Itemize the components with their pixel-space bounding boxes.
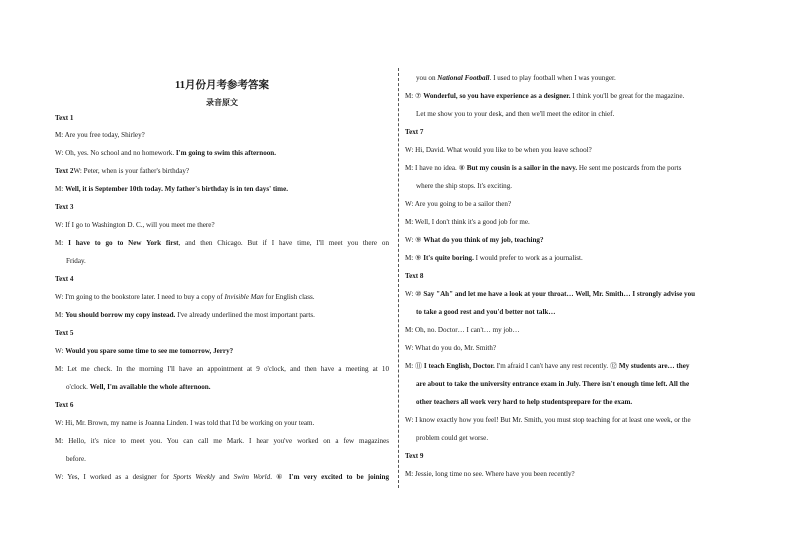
text1-line1: M: Are you free today, Shirley?	[55, 131, 145, 139]
text8-line2: to take a good rest and you'd better not talk…	[416, 308, 556, 316]
text7-line7: M: ⑨ It's quite boring. I would prefer to work as a journalist.	[405, 254, 583, 262]
text8-label: Text 8	[405, 272, 424, 280]
text8-line4: W: What do you do, Mr. Smith?	[405, 344, 497, 352]
text6-line6: M: ⑦ Wonderful, so you have experience as a designer. I think you'll be great for the magazine.	[405, 92, 685, 100]
page-subtitle: 录音原文	[206, 98, 238, 107]
text8-line5: M: ⑪ I teach English, Doctor. I'm afraid I can't have any rest recently. ⑫ My students are… they	[405, 362, 690, 370]
text4-line2: M: You should borrow my copy instead. I've already underlined the most important parts.	[55, 311, 315, 319]
text6-line5: you on National Football. I used to play football when I was younger.	[416, 74, 616, 82]
text9-line1: M: Jessie, long time no see. Where have you been recently?	[405, 470, 575, 478]
text8-line9: problem could get worse.	[416, 434, 489, 442]
text7-line5: M: Well, I don't think it's a good job for me.	[405, 218, 530, 226]
text3-line3: Friday.	[66, 257, 86, 265]
text8-line6: are about to take the university entrance exam in July. There isn't enough time left. All the	[416, 380, 690, 388]
text6-line2: M: Hello, it's nice to meet you. You can call me Mark. I hear you've worked on a few magazines	[55, 437, 389, 445]
text4-label: Text 4	[55, 275, 74, 283]
text6-line1: W: Hi, Mr. Brown, my name is Joanna Linden. I was told that I'd be working on your team.	[55, 419, 315, 427]
text7-line3: where the ship stops. It's exciting.	[416, 182, 513, 190]
text6-line3: before.	[66, 455, 86, 463]
text7-line2: M: I have no idea. ⑧ But my cousin is a sailor in the navy. He sent me postcards from the ports	[405, 164, 682, 172]
text1-line2: W: Oh, yes. No school and no homework. I'm going to swim this afternoon.	[55, 149, 277, 157]
text7-line4: W: Are you going to be a sailor then?	[405, 200, 512, 208]
text6-line7: Let me show you to your desk, and then we'll meet the editor in chief.	[416, 110, 615, 118]
text2-line1: Text 2W: Peter, when is your father's birthday?	[55, 167, 190, 175]
text6-label: Text 6	[55, 401, 74, 409]
text8-line8: W: I know exactly how you feel! But Mr. Smith, you must stop teaching for at least one week, or the	[405, 416, 691, 424]
column-divider	[398, 68, 399, 488]
text3-line2: M: I have to go to New York first, and then Chicago. But if I have time, I'll meet you there on	[55, 239, 389, 247]
text8-line1: W: ⑩ Say "Ah" and let me have a look at your throat… Well, Mr. Smith… I strongly advise you	[405, 290, 696, 298]
text4-line1: W: I'm going to the bookstore later. I need to buy a copy of Invisible Man for English class.	[55, 293, 315, 301]
text5-label: Text 5	[55, 329, 74, 337]
text6-line4: W: Yes, I worked as a designer for Sports Weekly and Swim World. ⑥ I'm very excited to be joining	[55, 473, 389, 481]
text5-line3: o'clock. Well, I'm available the whole afternoon.	[66, 383, 211, 391]
text2-line2: M: Well, it is September 10th today. My father's birthday is in ten days' time.	[55, 185, 288, 193]
text3-label: Text 3	[55, 203, 74, 211]
text5-line1: W: Would you spare some time to see me tomorrow, Jerry?	[55, 347, 234, 355]
text7-line6: W: ⑨ What do you think of my job, teaching?	[405, 236, 544, 244]
text8-line7: other teachers all work very hard to help studentsprepare for the exam.	[416, 398, 633, 406]
text7-line1: W: Hi, David. What would you like to be when you leave school?	[405, 146, 592, 154]
text8-line3: M: Oh, no. Doctor… I can't… my job…	[405, 326, 520, 334]
page-title: 11月份月考参考答案	[175, 80, 269, 91]
text5-line2: M: Let me check. In the morning I'll have an appointment at 9 o'clock, and then have a meeting at 10	[55, 365, 389, 373]
text3-line1: W: If I go to Washington D. C., will you meet me there?	[55, 221, 215, 229]
text1-label: Text 1	[55, 114, 74, 122]
text7-label: Text 7	[405, 128, 424, 136]
text9-label: Text 9	[405, 452, 424, 460]
